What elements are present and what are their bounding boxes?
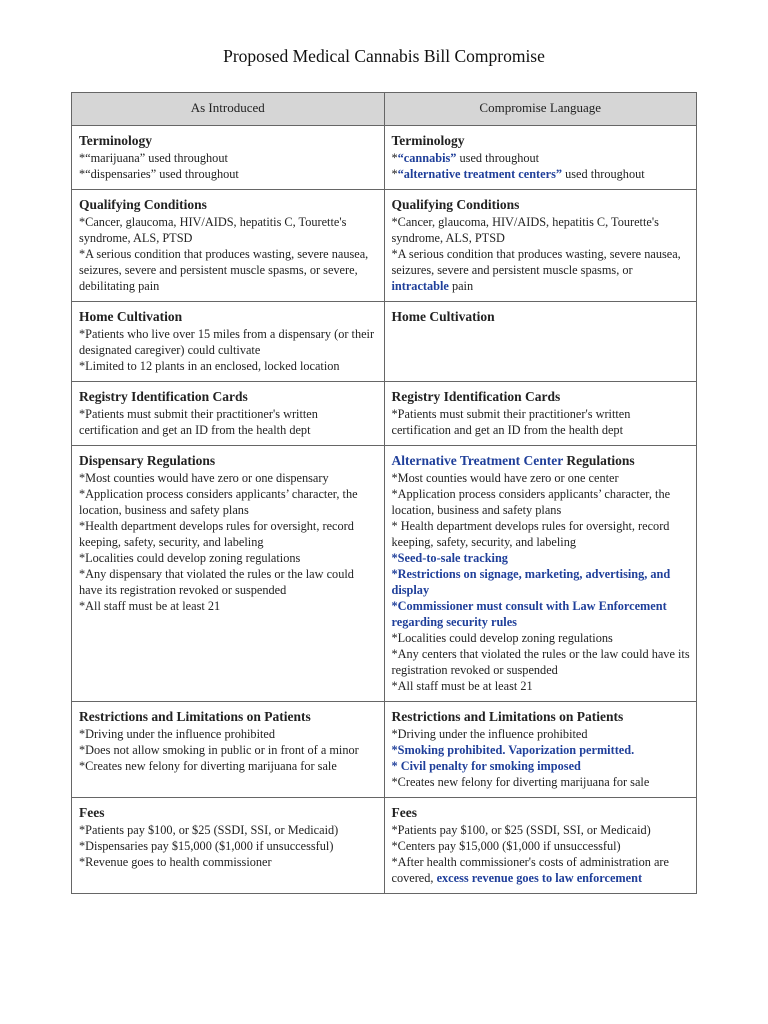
bullet-line bbox=[392, 774, 691, 790]
bullet-line bbox=[392, 246, 691, 294]
bullet-line bbox=[79, 550, 378, 566]
introduced-cell bbox=[72, 702, 385, 798]
introduced-cell bbox=[72, 446, 385, 702]
compromise-cell bbox=[384, 382, 697, 446]
section-heading: Restrictions and Limitations on Patients bbox=[79, 709, 311, 724]
table-row bbox=[72, 302, 697, 382]
bullet-line bbox=[79, 518, 378, 550]
bullet-line bbox=[392, 758, 691, 774]
bullet-line bbox=[392, 150, 691, 166]
compromise-cell bbox=[384, 446, 697, 702]
text-run: * Civil penalty for smoking imposed bbox=[391, 759, 581, 773]
bullet-line bbox=[392, 630, 691, 646]
text-run: *Any centers that violated the rules or the law could have its registration revoked or suspended bbox=[391, 647, 690, 677]
section-heading: Home Cultivation bbox=[391, 309, 495, 324]
text-run: * bbox=[391, 167, 398, 181]
text-run: *Application process considers applicants’ character, the location, business and safety plans bbox=[391, 487, 671, 517]
text-run: *Patients pay $100, or $25 (SSDI, SSI, or Medicaid) bbox=[391, 823, 651, 837]
text-run: *Localities could develop zoning regulations bbox=[391, 631, 613, 645]
text-run: *“marijuana” used throughout bbox=[79, 151, 228, 165]
bullet-line bbox=[392, 406, 691, 438]
bullet-line bbox=[79, 406, 378, 438]
compromise-cell bbox=[384, 702, 697, 798]
text-run: used throughout bbox=[562, 167, 645, 181]
table-row bbox=[72, 702, 697, 798]
section-heading: Registry Identification Cards bbox=[391, 389, 561, 404]
bullet-line bbox=[79, 598, 378, 614]
bullet-line bbox=[392, 566, 691, 598]
introduced-cell bbox=[72, 382, 385, 446]
bullet-line bbox=[392, 598, 691, 630]
bullet-line bbox=[79, 566, 378, 598]
section-heading: Qualifying Conditions bbox=[79, 197, 207, 212]
bullet-line bbox=[79, 726, 378, 742]
bullet-line bbox=[392, 166, 691, 182]
section-heading: Qualifying Conditions bbox=[391, 197, 520, 212]
section-heading: Restrictions and Limitations on Patients bbox=[391, 709, 624, 724]
bullet-line bbox=[79, 486, 378, 518]
bullet-line bbox=[392, 486, 691, 518]
text-run: *A serious condition that produces wasting, severe nausea, seizures, severe and persistent muscle spasms, or bbox=[391, 247, 681, 277]
bullet-line bbox=[79, 150, 378, 166]
text-run: *Localities could develop zoning regulations bbox=[79, 551, 301, 565]
text-run: *Patients who live over 15 miles from a dispensary (or their designated caregiver) could cultivate bbox=[79, 327, 375, 357]
bullet-line bbox=[79, 470, 378, 486]
table-row bbox=[72, 798, 697, 894]
text-run: “alternative treatment centers” bbox=[397, 167, 563, 181]
introduced-cell bbox=[72, 798, 385, 894]
text-run: *Patients pay $100, or $25 (SSDI, SSI, or Medicaid) bbox=[79, 823, 339, 837]
table-row bbox=[72, 190, 697, 302]
text-run: *Creates new felony for diverting marijuana for sale bbox=[391, 775, 650, 789]
section-heading: Home Cultivation bbox=[79, 309, 183, 324]
bullet-line bbox=[392, 678, 691, 694]
text-run: intractable bbox=[391, 279, 449, 293]
text-run: *Limited to 12 plants in an enclosed, locked location bbox=[79, 359, 340, 373]
compromise-cell bbox=[384, 126, 697, 190]
text-run: *Centers pay $15,000 ($1,000 if unsuccessful) bbox=[391, 839, 621, 853]
text-run: *Patients must submit their practitioner's written certification and get an ID from the health dept bbox=[79, 407, 318, 437]
text-run: *Patients must submit their practitioner's written certification and get an ID from the health dept bbox=[391, 407, 631, 437]
introduced-cell bbox=[72, 126, 385, 190]
text-run: *All staff must be at least 21 bbox=[79, 599, 221, 613]
compromise-cell bbox=[384, 798, 697, 894]
text-run: *Commissioner must consult with Law Enforcement regarding security rules bbox=[391, 599, 667, 629]
text-run: *Revenue goes to health commissioner bbox=[79, 855, 272, 869]
table-header-row bbox=[72, 93, 697, 126]
text-run: pain bbox=[448, 279, 474, 293]
text-run: *Health department develops rules for oversight, record keeping, safety, security, and labeling bbox=[79, 519, 354, 549]
bullet-line bbox=[392, 742, 691, 758]
text-run: *Creates new felony for diverting marijuana for sale bbox=[79, 759, 337, 773]
heading-part: Regulations bbox=[562, 453, 635, 468]
bullet-line bbox=[79, 214, 378, 246]
bullet-line bbox=[79, 838, 378, 854]
text-run: “cannabis” bbox=[397, 151, 457, 165]
compromise-cell bbox=[384, 302, 697, 382]
text-run: *Seed-to-sale tracking bbox=[391, 551, 508, 565]
bullet-line bbox=[79, 326, 378, 358]
document-title: Proposed Medical Cannabis Bill Compromise bbox=[223, 46, 545, 66]
section-heading: Fees bbox=[79, 805, 105, 820]
bullet-line bbox=[392, 646, 691, 678]
bullet-line bbox=[79, 854, 378, 870]
text-run: *Application process considers applicants’ character, the location, business and safety plans bbox=[79, 487, 358, 517]
bullet-line bbox=[79, 822, 378, 838]
bullet-line bbox=[79, 358, 378, 374]
table-row bbox=[72, 126, 697, 190]
bullet-line bbox=[79, 246, 378, 294]
text-run: *Dispensaries pay $15,000 ($1,000 if unsuccessful) bbox=[79, 839, 334, 853]
bullet-line bbox=[392, 726, 691, 742]
bullet-line bbox=[392, 822, 691, 838]
text-run: *Does not allow smoking in public or in front of a minor bbox=[79, 743, 359, 757]
bullet-line bbox=[392, 854, 691, 886]
column-header-compromise: Compromise Language bbox=[384, 93, 697, 126]
section-heading: Fees bbox=[391, 805, 417, 820]
text-run: *All staff must be at least 21 bbox=[391, 679, 533, 693]
text-run: *Driving under the influence prohibited bbox=[391, 727, 588, 741]
bullet-line bbox=[392, 838, 691, 854]
bullet-line bbox=[392, 470, 691, 486]
section-heading: Terminology bbox=[79, 133, 153, 148]
bullet-line bbox=[79, 742, 378, 758]
text-run: * Health department develops rules for oversight, record keeping, safety, security, and labeling bbox=[391, 519, 670, 549]
comparison-table bbox=[71, 92, 697, 894]
bullet-line bbox=[392, 214, 691, 246]
section-heading: Registry Identification Cards bbox=[79, 389, 248, 404]
section-heading bbox=[392, 452, 691, 470]
bullet-line bbox=[392, 550, 691, 566]
text-run: *Cancer, glaucoma, HIV/AIDS, hepatitis C, Tourette's syndrome, ALS, PTSD bbox=[79, 215, 347, 245]
table-row bbox=[72, 382, 697, 446]
text-run: *Most counties would have zero or one dispensary bbox=[79, 471, 329, 485]
introduced-cell bbox=[72, 302, 385, 382]
text-run: *Any dispensary that violated the rules or the law could have its registration revoked or suspended bbox=[79, 567, 354, 597]
table-row bbox=[72, 446, 697, 702]
text-run: *Smoking prohibited. Vaporization permitted. bbox=[391, 743, 635, 757]
text-run: *“dispensaries” used throughout bbox=[79, 167, 239, 181]
text-run: * bbox=[391, 151, 398, 165]
text-run: *Driving under the influence prohibited bbox=[79, 727, 276, 741]
text-run: *Most counties would have zero or one center bbox=[391, 471, 619, 485]
section-heading: Terminology bbox=[391, 133, 465, 148]
bullet-line bbox=[392, 518, 691, 550]
text-run: *Restrictions on signage, marketing, advertising, and display bbox=[391, 567, 671, 597]
column-header-introduced: As Introduced bbox=[72, 93, 385, 126]
text-run: *Cancer, glaucoma, HIV/AIDS, hepatitis C, Tourette's syndrome, ALS, PTSD bbox=[391, 215, 659, 245]
compromise-cell bbox=[384, 190, 697, 302]
heading-part: Alternative Treatment Center bbox=[391, 453, 563, 468]
text-run: *After health commissioner's costs of administration are covered, bbox=[391, 855, 669, 885]
bullet-line bbox=[79, 166, 378, 182]
bullet-line bbox=[79, 758, 378, 774]
text-run: excess revenue goes to law enforcement bbox=[436, 871, 643, 885]
text-run: used throughout bbox=[456, 151, 540, 165]
introduced-cell bbox=[72, 190, 385, 302]
section-heading: Dispensary Regulations bbox=[79, 453, 216, 468]
text-run: *A serious condition that produces wasting, severe nausea, seizures, severe and persistent muscle spasms, or severe, debilitating pain bbox=[79, 247, 369, 293]
table-body bbox=[72, 126, 697, 894]
